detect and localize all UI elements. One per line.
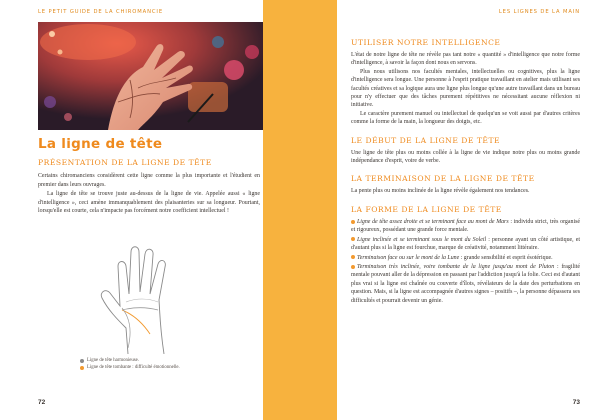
right-body	[351, 38, 580, 314]
bullet-dot	[351, 237, 355, 241]
bullet-italic: Ligne inclinée et se terminant sous le mont du Soleil	[357, 236, 487, 243]
paragraph: La ligne de tête se trouve juste au-dessus de la ligne de vie. Appelée aussi « ligne d'intelligence », ceci amène immanquablement des plaisanteries sur sa longueur. Pourtant, lorsqu'elle est courte, cela n'impacte pas forcément notre coefficient intellectuel !	[38, 191, 260, 215]
bullet-text: : personne ayant un côté artistique, et d'autant plus si la ligne est fourchue, marque de créativité, notamment littéraire.	[351, 236, 580, 252]
section-title: LE DÉBUT DE LA LIGNE DE TÊTE	[351, 135, 501, 145]
legend-label: Ligne de tête harmonieuse.	[87, 358, 139, 363]
palm-photo-illustration	[38, 22, 263, 130]
legend-item	[80, 365, 250, 372]
paragraph: L'état de notre ligne de tête ne révèle pas tant notre « quantité » d'intelligence que notre forme d'intelligence, à savoir la façon dont nous en servons.	[351, 52, 580, 67]
running-head-right: LES LIGNES DE LA MAIN	[498, 9, 580, 15]
bullet-italic: Terminaison très inclinée, voire tombante de la ligne jusqu'au mont de Pluton	[357, 263, 555, 270]
paragraph: Certains chiromanciens considèrent cette ligne comme la plus importante et l'étudient en premier dans leurs ouvrages.	[38, 173, 260, 188]
bullet-dot	[351, 255, 355, 259]
bullet-item	[351, 218, 580, 235]
section-title: UTILISER NOTRE INTELLIGENCE	[351, 38, 501, 47]
legend-label: Ligne de tête tombante : difficulté émotionnelle.	[87, 364, 180, 370]
legend-dot-orange	[80, 366, 84, 370]
bullet-text: : grande sensibilité et esprit ésotérique.	[459, 254, 553, 261]
hand-diagram	[98, 240, 198, 354]
running-head-left: LE PETIT GUIDE DE LA CHIROMANCIE	[38, 9, 164, 15]
section-title: LA TERMINAISON DE LA LIGNE DE TÊTE	[351, 174, 535, 184]
paragraph: Une ligne de tête plus ou moins collée à la ligne de vie indique notre plus ou moins grande indépendance d'esprit, voire de verbe.	[351, 149, 580, 165]
diagram-legend	[80, 358, 250, 371]
bullet-text: : individu strict, très organisé et rigoureux, possédant une grande force mentale.	[351, 218, 580, 234]
bullet-dot	[351, 265, 355, 269]
section-title: LA FORME DE LA LIGNE DE TÊTE	[351, 204, 502, 214]
legend-dot-grey	[80, 359, 84, 363]
orange-gutter	[263, 0, 337, 420]
bullet-item	[351, 236, 580, 253]
paragraph: Le caractère purement manuel ou intellectuel de quelqu'un se voit aussi par d'autres critères comme la forme de la main, la longueur des doigts, etc.	[351, 110, 580, 126]
bullet-item	[351, 263, 580, 305]
right-page	[337, 0, 600, 420]
page-number-left: 72	[38, 399, 46, 406]
harmonious-head-line	[122, 308, 158, 310]
bullet-item	[351, 254, 580, 262]
bullet-dot	[351, 220, 355, 224]
section-title-presentation: PRÉSENTATION DE LA LIGNE DE TÊTE	[38, 158, 212, 167]
section-debut	[351, 136, 580, 166]
legend-item	[80, 358, 250, 365]
bullet-text: : fragilité mentale pouvant aller de la dépression en passant par l'addiction jusqu'à la folie. Ceci est d'autant plus vrai si la ligne est chaînée ou couverte d'îlots, révélateurs de la date des perturbations en question. Mais, si la ligne est accompagnée d'autres signes – positifs –, la personne dépassera ses difficultés et pourrait devenir un génie.	[351, 263, 580, 304]
left-page	[0, 0, 263, 420]
page-number-right: 73	[572, 399, 580, 406]
chapter-title: La ligne de tête	[38, 136, 163, 152]
bullet-italic: Terminaison face ou sur le mont de la Lune	[357, 254, 460, 261]
section-intelligence	[351, 38, 580, 127]
paragraph: La pente plus ou moins inclinée de la ligne révèle également nos tendances.	[351, 188, 530, 195]
paragraph: Plus nous utilisons nos facultés mentales, intellectuelles ou cognitives, plus la ligne d'intelligence sera longue. Une personne à l'esprit pratique travaillant en atelier mais utilisant ses facultés créatives et sa logique aura une ligne plus longue qu'une autre travaillant dans un bureau pour n'y effectuer que des tâches purement répétitives ne nécessitant aucune réflexion ni initiative.	[351, 68, 580, 109]
section-forme	[351, 205, 580, 305]
left-body-text	[38, 172, 260, 216]
bullet-italic: Ligne de tête assez droite et se terminant face au mont de Mars	[357, 218, 509, 225]
section-terminaison	[351, 174, 580, 195]
palm-reading-photo	[38, 22, 263, 130]
